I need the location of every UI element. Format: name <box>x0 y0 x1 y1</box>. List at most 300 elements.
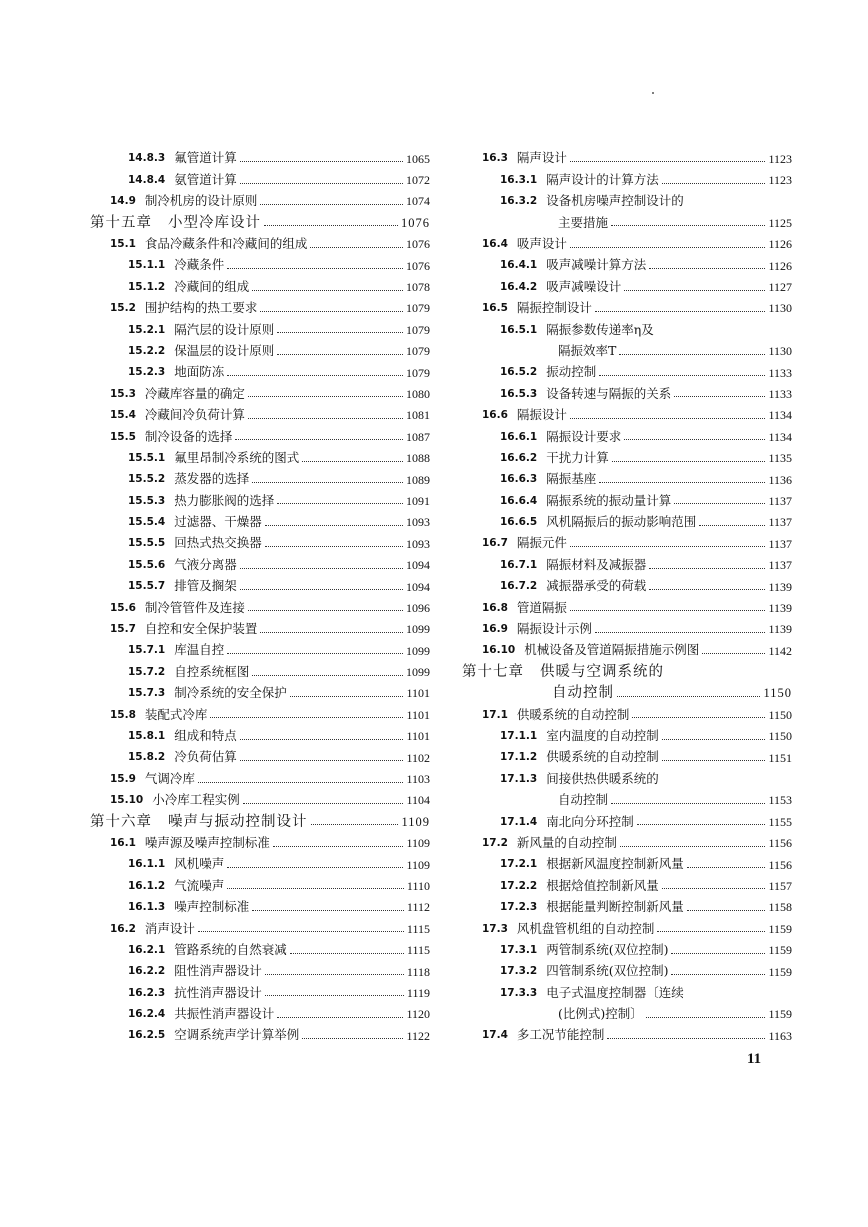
page-ref: 1150 <box>763 686 792 701</box>
dot-leader <box>260 632 403 633</box>
section-number: 15.1.2 <box>128 280 166 293</box>
section-title: 围护结构的热工要求 <box>144 300 258 316</box>
page-ref: 1126 <box>768 258 792 273</box>
dot-leader <box>311 824 399 825</box>
dot-leader <box>273 846 404 847</box>
section-title: 氟管道计算 <box>174 150 237 166</box>
dot-leader <box>619 354 765 355</box>
page-ref: 1101 <box>406 729 430 744</box>
page-ref: 1101 <box>406 707 430 722</box>
section-number: 16.1.1 <box>128 858 166 871</box>
dot-leader <box>252 910 404 911</box>
section-number: 15.8.1 <box>128 729 166 742</box>
toc-entry <box>462 640 792 661</box>
page-ref: 1159 <box>768 1007 792 1022</box>
section-title: 过滤器、干燥器 <box>174 514 262 530</box>
page-ref: 1125 <box>768 215 792 230</box>
section-title: 蒸发器的选择 <box>174 471 250 487</box>
section-title: 冷藏库容量的确定 <box>144 385 245 401</box>
section-title: 消声设计 <box>144 920 195 936</box>
section-number: 15.7 <box>110 623 136 636</box>
toc-entry <box>462 533 792 554</box>
dot-leader <box>662 888 766 889</box>
toc-entry <box>90 576 430 597</box>
section-title: 风机隔振后的振动影响范围 <box>546 514 697 530</box>
section-number: 15.7.1 <box>128 644 166 657</box>
toc-entry <box>90 897 430 918</box>
page-ref: 1072 <box>406 173 430 188</box>
dot-leader <box>599 375 765 376</box>
section-title: 气流噪声 <box>174 877 225 893</box>
section-number: 16.3 <box>482 152 508 165</box>
section-title: 干扰力计算 <box>546 449 609 465</box>
section-number: 14.8.3 <box>128 152 166 165</box>
toc-entry <box>90 939 430 960</box>
toc-entry <box>90 597 430 618</box>
section-number: 15.5.5 <box>128 537 166 550</box>
dot-leader <box>607 1038 765 1039</box>
dot-leader <box>599 482 765 483</box>
page-ref: 1137 <box>768 515 792 530</box>
page-ref: 1103 <box>406 772 430 787</box>
toc-right-column <box>462 148 792 1046</box>
toc-entry <box>462 576 792 597</box>
toc-entry <box>462 875 792 896</box>
page-ref: 1155 <box>768 814 792 829</box>
section-number: 16.7.1 <box>500 558 538 571</box>
toc-entry <box>462 212 792 233</box>
section-title: 保温层的设计原则 <box>174 342 275 358</box>
page-ref: 1104 <box>406 793 430 808</box>
page-ref: 1096 <box>406 600 430 615</box>
dot-leader <box>624 290 765 291</box>
section-title: (比例式)控制〕 <box>558 1006 643 1022</box>
section-title: 制冷机房的设计原则 <box>144 193 258 209</box>
section-title: 冷藏间的组成 <box>174 278 250 294</box>
section-title: 隔振设计要求 <box>546 428 622 444</box>
section-title: 噪声控制标准 <box>174 899 250 915</box>
page-ref: 1099 <box>406 622 430 637</box>
toc-entry <box>462 512 792 533</box>
toc-entry <box>90 276 430 297</box>
dot-leader <box>595 311 766 312</box>
section-number: 15.2.2 <box>128 344 166 357</box>
page-ref: 1093 <box>406 515 430 530</box>
page-ref: 1122 <box>406 1028 430 1043</box>
section-title: 噪声与振动控制设计 <box>168 813 308 830</box>
section-title: 隔振参数传递率η及 <box>546 321 654 337</box>
toc-entry <box>90 512 430 533</box>
dot-leader <box>240 760 404 761</box>
toc-entry <box>90 704 430 725</box>
toc-entry <box>462 319 792 340</box>
toc-entry <box>462 918 792 939</box>
section-title: 隔振元件 <box>516 535 567 551</box>
toc-entry <box>462 619 792 640</box>
dot-leader <box>252 482 403 483</box>
section-number: 15.4 <box>110 409 136 422</box>
section-number: 16.5.3 <box>500 387 538 400</box>
toc-entry <box>462 683 792 704</box>
dot-leader <box>632 717 765 718</box>
section-title: 自控和安全保护装置 <box>144 621 258 637</box>
section-title: 机械设备及管道隔振措施示例图 <box>524 642 700 658</box>
section-title: 南北向分环控制 <box>546 813 634 829</box>
section-title: 吸声减噪设计 <box>546 278 622 294</box>
page-ref: 1130 <box>768 301 792 316</box>
dot-leader <box>290 696 404 697</box>
page-ref: 1151 <box>768 750 792 765</box>
section-title: 排管及搁架 <box>174 578 237 594</box>
section-number: 16.1 <box>110 836 136 849</box>
toc-chapter-entry <box>90 212 430 233</box>
dot-leader <box>277 354 403 355</box>
page-number: 11 <box>747 1051 762 1067</box>
dot-leader <box>674 396 765 397</box>
toc-entry <box>90 854 430 875</box>
section-title: 热力膨胀阀的选择 <box>174 492 275 508</box>
section-number: 15.8 <box>110 708 136 721</box>
dot-leader <box>248 610 403 611</box>
page-ref: 1158 <box>768 900 792 915</box>
page-ref: 1137 <box>768 558 792 573</box>
section-number: 17.1.2 <box>500 751 538 764</box>
dot-leader <box>687 910 766 911</box>
page-ref: 1156 <box>768 836 792 851</box>
section-title: 供暖系统的自动控制 <box>516 706 630 722</box>
section-title: 风机噪声 <box>174 856 225 872</box>
page-ref: 1101 <box>406 686 430 701</box>
section-number: 15.2 <box>110 302 136 315</box>
toc-entry <box>90 1004 430 1025</box>
section-number: 17.4 <box>482 1029 508 1042</box>
section-title: 四管制系统(双位控制) <box>546 963 669 979</box>
dot-leader <box>252 290 403 291</box>
dot-leader <box>649 568 765 569</box>
section-number: 15.2.3 <box>128 366 166 379</box>
section-number: 16.5.2 <box>500 366 538 379</box>
dot-leader <box>702 653 765 654</box>
page-ref: 1102 <box>406 750 430 765</box>
toc-entry <box>90 961 430 982</box>
section-number: 15.8.2 <box>128 751 166 764</box>
page-ref: 1112 <box>406 900 430 915</box>
section-title: 供暖系统的自动控制 <box>546 749 659 765</box>
page-ref: 1093 <box>406 536 430 551</box>
dot-leader <box>637 824 766 825</box>
section-title: 管道隔振 <box>516 599 567 615</box>
section-title: 两管制系统(双位控制) <box>546 941 669 957</box>
section-number: 15.2.1 <box>128 323 166 336</box>
toc-entry <box>90 490 430 511</box>
toc-entry <box>90 148 430 169</box>
dot-leader <box>649 268 765 269</box>
section-title: 冷负荷估算 <box>174 749 237 765</box>
page-ref: 1135 <box>768 451 792 466</box>
toc-entry <box>462 1025 792 1046</box>
section-title: 隔声设计的计算方法 <box>546 171 659 187</box>
page-ref: 1076 <box>406 258 430 273</box>
chapter-label: 第十五章 <box>90 214 152 231</box>
dot-leader <box>570 546 766 547</box>
dot-leader <box>595 632 766 633</box>
toc-entry <box>462 833 792 854</box>
section-title: 吸声减噪计算方法 <box>546 257 647 273</box>
section-title: 根据新风温度控制新风量 <box>546 856 684 872</box>
page-ref: 1079 <box>406 322 430 337</box>
toc-entry <box>462 811 792 832</box>
dot-leader <box>227 653 403 654</box>
toc-entry <box>90 768 430 789</box>
section-number: 15.10 <box>110 794 144 807</box>
toc-entry <box>90 169 430 190</box>
section-number: 17.3.2 <box>500 965 538 978</box>
page-ref: 1119 <box>406 985 430 1000</box>
section-title: 根据能量判断控制新风量 <box>546 899 684 915</box>
section-number: 15.5.6 <box>128 558 166 571</box>
section-title: 小型冷库设计 <box>168 214 261 231</box>
section-title: 氟里昂制冷系统的图式 <box>174 449 300 465</box>
section-number: 15.9 <box>110 772 136 785</box>
toc-entry <box>90 619 430 640</box>
toc-chapter-entry <box>462 661 792 682</box>
toc-left-column <box>90 148 430 1046</box>
dot-leader <box>662 183 766 184</box>
section-number: 16.7.2 <box>500 580 538 593</box>
toc-entry <box>90 726 430 747</box>
dot-leader <box>240 739 404 740</box>
section-number: 17.1.4 <box>500 815 538 828</box>
page-ref: 1088 <box>406 451 430 466</box>
toc-entry <box>90 191 430 212</box>
page-ref: 1133 <box>768 365 792 380</box>
section-title: 回热式热交换器 <box>174 535 262 551</box>
toc-entry <box>90 1025 430 1046</box>
section-number: 15.1.1 <box>128 259 166 272</box>
toc-entry <box>90 469 430 490</box>
toc-entry <box>462 405 792 426</box>
section-number: 17.3.3 <box>500 986 538 999</box>
page-ref: 1115 <box>406 921 430 936</box>
section-title: 电子式温度控制器〔连续 <box>546 984 684 1000</box>
page-ref: 1089 <box>406 472 430 487</box>
page-ref: 1157 <box>768 878 792 893</box>
section-number: 16.4.1 <box>500 259 538 272</box>
section-number: 16.5 <box>482 302 508 315</box>
section-number: 17.2.1 <box>500 858 538 871</box>
section-number: 17.1.1 <box>500 729 538 742</box>
section-number: 15.5.1 <box>128 451 166 464</box>
toc-entry <box>90 918 430 939</box>
section-number: 16.8 <box>482 601 508 614</box>
dot-leader <box>611 225 765 226</box>
toc-entry <box>90 875 430 896</box>
dot-leader <box>240 161 403 162</box>
section-number: 15.3 <box>110 387 136 400</box>
dot-leader <box>277 332 403 333</box>
page-ref: 1139 <box>768 622 792 637</box>
scan-speck <box>652 92 654 94</box>
section-title: 制冷管管件及连接 <box>144 599 245 615</box>
toc-entry <box>90 362 430 383</box>
toc-entry <box>462 426 792 447</box>
toc-entry <box>90 298 430 319</box>
dot-leader <box>260 204 403 205</box>
toc-entry <box>90 255 430 276</box>
dot-leader <box>265 995 404 996</box>
section-title: 振动控制 <box>546 364 597 380</box>
toc-entry <box>462 469 792 490</box>
dot-leader <box>310 247 403 248</box>
page-ref: 1130 <box>768 344 792 359</box>
toc-entry <box>462 169 792 190</box>
section-number: 15.1 <box>110 238 136 250</box>
toc-entry <box>90 661 430 682</box>
section-number: 16.9 <box>482 623 508 636</box>
section-title: 冷藏间冷负荷计算 <box>144 407 245 423</box>
dot-leader <box>290 953 404 954</box>
chapter-label: 第十六章 <box>90 813 152 830</box>
page-ref: 1109 <box>401 814 430 829</box>
section-number: 17.2 <box>482 836 508 849</box>
section-title: 制冷设备的选择 <box>144 428 233 444</box>
dot-leader <box>210 717 403 718</box>
section-title: 制冷系统的安全保护 <box>174 685 287 701</box>
dot-leader <box>265 525 403 526</box>
section-title: 自动控制 <box>552 685 614 702</box>
page-ref: 1142 <box>768 643 792 658</box>
section-title: 共振性消声器设计 <box>174 1006 275 1022</box>
toc-entry <box>90 319 430 340</box>
toc-entry <box>462 597 792 618</box>
toc-entry <box>462 148 792 169</box>
dot-leader <box>617 696 760 697</box>
section-title: 装配式冷库 <box>144 706 208 722</box>
section-number: 17.1 <box>482 708 508 721</box>
dot-leader <box>662 760 766 761</box>
page-ref: 1133 <box>768 386 792 401</box>
page-ref: 1136 <box>768 472 792 487</box>
section-title: 食品冷藏条件和冷藏间的组成 <box>144 236 308 251</box>
toc-entry <box>462 897 792 918</box>
page-ref: 1118 <box>406 964 430 979</box>
section-number: 15.5.2 <box>128 473 166 486</box>
section-number: 15.5.7 <box>128 580 166 593</box>
section-title: 组成和特点 <box>174 727 237 743</box>
toc-entry <box>462 704 792 725</box>
section-title: 减振器承受的荷载 <box>546 578 647 594</box>
page-ref: 1065 <box>406 151 430 166</box>
page-ref: 1120 <box>406 1007 430 1022</box>
dot-leader <box>612 461 766 462</box>
section-number: 16.2.5 <box>128 1029 166 1042</box>
section-title: 设备机房噪声控制设计的 <box>546 193 684 209</box>
section-number: 16.10 <box>482 644 516 657</box>
dot-leader <box>277 1017 403 1018</box>
toc-entry <box>90 747 430 768</box>
dot-leader <box>302 1038 403 1039</box>
toc-entry <box>462 939 792 960</box>
dot-leader <box>227 268 403 269</box>
page-ref: 1076 <box>401 215 430 230</box>
dot-leader <box>240 589 403 590</box>
dot-leader <box>227 375 403 376</box>
section-title: 隔振效率T <box>558 342 617 358</box>
toc-entry <box>462 362 792 383</box>
section-title: 冷藏条件 <box>174 257 225 273</box>
toc-entry <box>462 298 792 319</box>
section-title: 新风量的自动控制 <box>516 834 617 850</box>
section-number: 16.6.4 <box>500 494 538 507</box>
section-title: 噪声源及噪声控制标准 <box>144 834 270 850</box>
section-title: 吸声设计 <box>516 236 567 251</box>
toc-entry <box>90 405 430 426</box>
section-title: 隔汽层的设计原则 <box>174 321 275 337</box>
section-number: 16.6.1 <box>500 430 538 443</box>
dot-leader <box>227 888 404 889</box>
section-number: 16.3.2 <box>500 195 538 208</box>
section-number: 16.2.3 <box>128 986 166 999</box>
dot-leader <box>687 867 766 868</box>
dot-leader <box>260 311 403 312</box>
page-ref: 1078 <box>406 280 430 295</box>
section-title: 根据焓值控制新风量 <box>546 877 659 893</box>
toc-entry <box>462 383 792 404</box>
page-ref: 1094 <box>406 579 430 594</box>
section-title: 隔振系统的振动量计算 <box>546 492 672 508</box>
toc-entry <box>462 490 792 511</box>
dot-leader <box>252 675 403 676</box>
section-title: 主要措施 <box>558 214 609 230</box>
page-ref: 1094 <box>406 558 430 573</box>
toc-entry <box>462 726 792 747</box>
section-number: 15.5 <box>110 430 136 443</box>
toc-entry <box>462 255 792 276</box>
page-ref: 1137 <box>768 493 792 508</box>
section-number: 16.1.3 <box>128 901 166 914</box>
page-ref: 1109 <box>406 836 430 851</box>
dot-leader <box>570 161 766 162</box>
page-ref: 1159 <box>768 943 792 958</box>
page-ref: 1087 <box>406 429 430 444</box>
section-number: 16.7 <box>482 537 508 550</box>
section-number: 16.2 <box>110 922 136 935</box>
section-title: 抗性消声器设计 <box>174 984 262 1000</box>
page-ref: 1109 <box>406 857 430 872</box>
section-number: 17.3 <box>482 922 508 935</box>
toc-entry <box>90 234 430 255</box>
page-ref: 1099 <box>406 665 430 680</box>
dot-leader <box>620 846 766 847</box>
dot-leader <box>671 953 765 954</box>
section-number: 16.6.3 <box>500 473 538 486</box>
dot-leader <box>649 589 765 590</box>
dot-leader <box>235 439 403 440</box>
toc-entry <box>90 683 430 704</box>
toc-entry <box>462 768 792 789</box>
section-number: 17.1.3 <box>500 772 538 785</box>
page-ref: 1134 <box>768 408 792 423</box>
toc-chapter-entry <box>90 811 430 832</box>
section-number: 16.6.2 <box>500 451 538 464</box>
section-title: 阻性消声器设计 <box>174 963 262 979</box>
toc-entry <box>90 640 430 661</box>
dot-leader <box>227 867 403 868</box>
page-ref: 1115 <box>406 943 430 958</box>
toc-entry <box>462 982 792 1003</box>
section-number: 17.2.3 <box>500 901 538 914</box>
section-number: 16.3.1 <box>500 173 538 186</box>
